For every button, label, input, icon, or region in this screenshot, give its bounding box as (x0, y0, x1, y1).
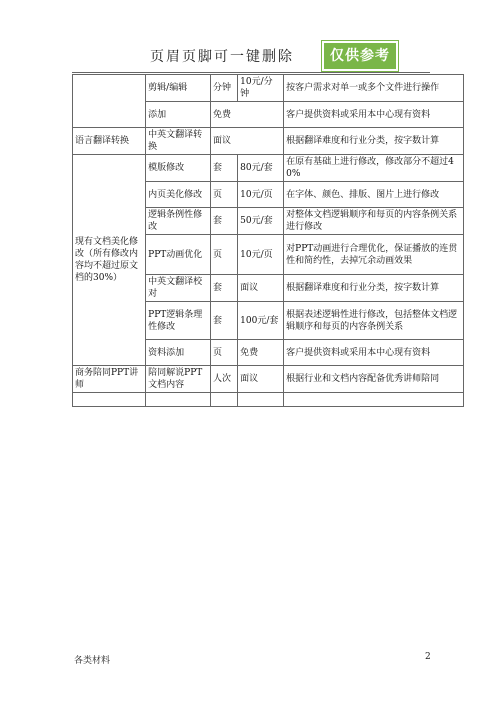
table-row (73, 75, 464, 102)
table-cell-empty (73, 393, 146, 407)
table-cell-empty (284, 393, 464, 407)
table-cell-description: 在字体、颜色、排版、图片上进行修改 (284, 182, 464, 208)
header-text: 页眉页脚可一键删除 (150, 49, 294, 65)
table-cell-description: 根据表述逻辑性进行修改，包括整体文档逻辑顺序和每页的内容条例关系 (284, 302, 464, 340)
table-cell-category (73, 75, 146, 128)
table-cell-item: 中英文翻译校对 (146, 275, 211, 302)
table-row (73, 393, 464, 407)
reference-badge: 仅供参考 (322, 41, 398, 71)
table-cell-unit: 页 (210, 340, 237, 366)
table-cell-item: 剪辑/编辑 (146, 75, 211, 102)
table-cell-item: PPT动画优化 (146, 235, 211, 275)
table-cell-description: 根据行业和文档内容配备优秀讲师陪同 (284, 366, 464, 393)
table-cell-description: 对整体文档逻辑顺序和每页的内容条例关系进行修改 (284, 208, 464, 235)
table-cell-unit: 套 (210, 208, 237, 235)
table-cell-unit: 页 (210, 182, 237, 208)
table-cell-price: 面议 (238, 366, 284, 393)
page-number: 2 (425, 652, 431, 662)
table-cell-category: 语言翻译转换 (73, 128, 146, 155)
table-cell-price: 80元/套 (238, 155, 284, 182)
table-cell-description: 按客户需求对单一或多个文件进行操作 (284, 75, 464, 102)
table-cell-unit: 页 (210, 235, 237, 275)
pricing-table (72, 74, 464, 407)
table-cell-price: 免费 (238, 340, 284, 366)
table-cell-description: 客户提供资料或采用本中心现有资料 (284, 102, 464, 128)
table-cell-unit: 人次 (210, 366, 237, 393)
table-cell-description: 在原有基础上进行修改，修改部分不超过40% (284, 155, 464, 182)
table-cell-unit: 分钟 (210, 75, 237, 102)
table-row (73, 128, 464, 155)
table-cell-empty (146, 393, 211, 407)
table-cell-category: 现有文档美化修改（所有修改内容均不超过原文档的30%） (73, 155, 146, 366)
table-cell-unit: 套 (210, 275, 237, 302)
table-cell-category: 商务陪同PPT讲师 (73, 366, 146, 393)
table-cell-description: 根据翻译难度和行业分类，按字数计算 (284, 275, 464, 302)
table-cell-unit: 面议 (210, 128, 283, 155)
table-cell-item: 模版修改 (146, 155, 211, 182)
table-cell-price: 10元/分钟 (238, 75, 284, 102)
table-cell-item: 逻辑条例性修改 (146, 208, 211, 235)
table-cell-unit: 套 (210, 155, 237, 182)
table-cell-price: 10元/页 (238, 182, 284, 208)
table-row (73, 366, 464, 393)
table-cell-item: 添加 (146, 102, 211, 128)
table-cell-description: 根据翻译难度和行业分类，按字数计算 (284, 128, 464, 155)
table-cell-item: 资料添加 (146, 340, 211, 366)
table-cell-item: 内页美化修改 (146, 182, 211, 208)
table-row (73, 155, 464, 182)
table-cell-item: 中英文翻译转换 (146, 128, 211, 155)
table-cell-empty (238, 393, 284, 407)
table-cell-unit: 套 (210, 302, 237, 340)
table-cell-price: 面议 (238, 275, 284, 302)
table-cell-unit: 免费 (210, 102, 283, 128)
table-cell-empty (210, 393, 237, 407)
footer-label: 各类材料 (74, 656, 111, 666)
table-cell-item: PPT逻辑条理性修改 (146, 302, 211, 340)
table-cell-description: 客户提供资料或采用本中心现有资料 (284, 340, 464, 366)
header-divider (72, 72, 430, 73)
table-cell-price: 50元/套 (238, 208, 284, 235)
table-cell-description: 对PPT动画进行合理优化，保证播放的连贯性和简约性，去掉冗余动画效果 (284, 235, 464, 275)
table-cell-item: 陪同解说PPT文档内容 (146, 366, 211, 393)
table-cell-price: 10元/页 (238, 235, 284, 275)
table-cell-price: 100元/套 (238, 302, 284, 340)
